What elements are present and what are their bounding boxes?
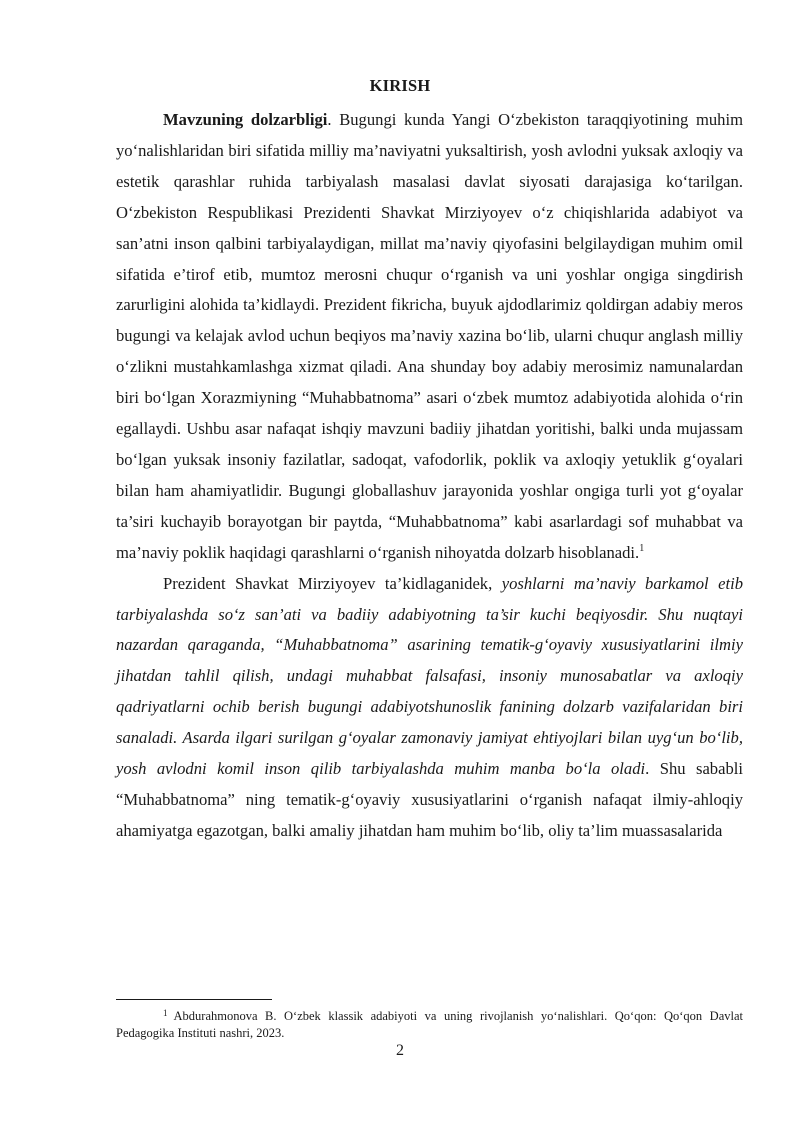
quote-italic: yoshlarni ma’naviy barkamol etib tarbiyalashda so‘z san’ati va badiiy adabiyotning ta’sir kuchi beqiyosdir. Shu nuqtayi nazardan qaraganda, “Muhabbatnoma” asarining tematik-g‘oyaviy xususiyatlarini ilmiy jihatdan tahlil qilish, undagi muhabbat falsafasi, insoniy munosabatlar va axloqiy qadriyatlarni ochib berish bugungi adabiyotshunoslik fanining dolzarb vazifalaridan biri sanaladi. Asarda ilgari surilgan g‘oyalar zamonaviy jamiyat ehtiyojlari bilan uyg‘un bo‘lib, yosh avlodni komil inson qilib tarbiyalashda muhim manba bo‘la oladi bbox=[116, 573, 743, 779]
page-number: 2 bbox=[396, 1042, 404, 1059]
relevance-heading: Mavzuning dolzarbligi bbox=[163, 110, 328, 129]
footnote: 1 Abdurahmonova B. O‘zbek klassik adabiyoti va uning rivojlanish yo‘nalishlari. Qo‘qon: Qo‘qon Davlat Pedagogika Instituti nashri, 2023. bbox=[116, 1008, 743, 1040]
footnote-reference[interactable]: 1 bbox=[639, 542, 645, 554]
body-text bbox=[116, 105, 743, 847]
quote-rest: . Shu sababli “Muhabbatnoma” ning tematik-g‘oyaviy xususiyatlarini o‘rganish nafaqat ilmiy-ahloqiy ahamiyatga egazotgan, balki amaliy jihatdan ham muhim bo‘lib, oliy ta’lim muassasalarida bbox=[116, 759, 743, 840]
paragraph-relevance bbox=[116, 105, 743, 569]
paragraph-president-quote bbox=[116, 569, 743, 847]
footnote-separator bbox=[116, 999, 272, 1000]
footnote-text: Abdurahmonova B. O‘zbek klassik adabiyoti va uning rivojlanish yo‘nalishlari. Qo‘qon: Qo‘qon Davlat Pedagogika Instituti nashri, 2023. bbox=[116, 1009, 743, 1040]
relevance-text: . Bugungi kunda Yangi O‘zbekiston taraqqiyotining muhim yo‘nalishlaridan biri sifatida milliy ma’naviyatni yuksaltirish, yosh avlodni yuksak axloqiy va estetik qarashlar ruhida tarbiyalash masalasi davlat siyosati darajasiga ko‘tarilgan. O‘zbekiston Respublikasi Prezidenti Shavkat Mirziyoyev o‘z chiqishlarida adabiyot va san’atni inson qalbini tarbiyalaydigan, millat ma’naviy qiyofasini belgilaydigan muhim omil sifatida e’tirof etib, mumtoz merosni chuqur o‘rganish va uni yoshlar ongiga singdirish zarurligini alohida ta’kidlaydi. Prezident fikricha, buyuk ajdodlarimiz qoldirgan adabiy meros bugungi va kelajak avlod uchun beqiyos ma’naviy xazina bo‘lib, ularni chuqur anglash milliy o‘zlikni mustahkamlashga xizmat qiladi. Ana shunday boy adabiy merosimiz namunalardan biri bo‘lgan Xorazmiyning “Muhabbatnoma” asari o‘zbek mumtoz adabiyotida alohida o‘rin egallaydi. Ushbu asar nafaqat ishqiy mavzuni badiiy jihatdan yoritishi, balki unda mujassam bo‘lgan yuksak insoniy fazilatlar, sadoqat, vafodorlik, poklik va axloqiy yetuklik g‘oyalari bilan ham ahamiyatlidir. Bugungi globallashuv jarayonida yoshlar ongiga turli yot g‘oyalar ta’siri kuchayib borayotgan bir paytda, “Muhabbatnoma” kabi asarlardagi sof muhabbat va ma’naviy poklik haqidagi qarashlarni o‘rganish nihoyatda dolzarb hisoblanadi. bbox=[116, 110, 743, 562]
quote-lead: Prezident Shavkat Mirziyoyev ta’kidlaganidek, bbox=[163, 573, 502, 593]
section-title: KIRISH bbox=[369, 76, 431, 95]
